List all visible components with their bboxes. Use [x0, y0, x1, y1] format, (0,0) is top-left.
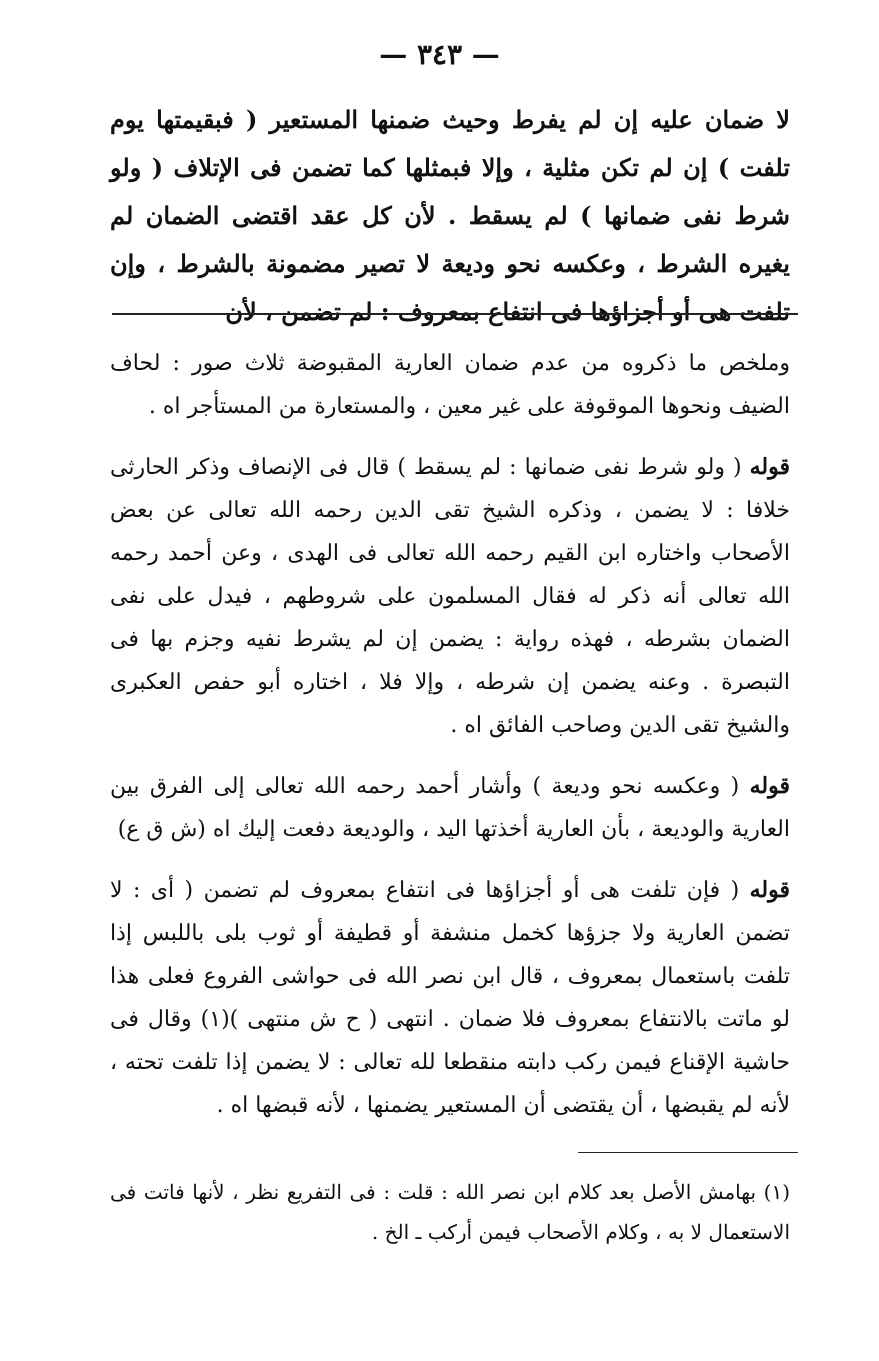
commentary-text: ( وعكسه نحو وديعة ) وأشار أحمد رحمه الله تعالى إلى الفرق بين العارية والوديعة ، بأن العارية أخذتها اليد ، والوديعة دفعت إليك اه (ش ق ع)	[110, 774, 790, 842]
section-divider	[112, 313, 798, 315]
commentary-text: ( ولو شرط نفى ضمانها : لم يسقط ) قال فى الإنصاف وذكر الحارثى خلافا : لا يضمن ، وذكره الشيخ تقى الدين رحمه الله تعالى عن بعض الأصحاب واختاره ابن القيم رحمه الله تعالى فى الهدى ، وعن أحمد رحمه الله تعالى أنه ذكر له فقال المسلمون على شروطهم ، فيدل على نفى الضمان بشرطه ، فهذه رواية : يضمن إن لم يشرط نفيه وجزم بها فى التبصرة . وعنه يضمن إن شرطه ، وإلا فلا ، اختاره أبو حفص العكبرى والشيخ تقى الدين وصاحب الفائق اه .	[110, 455, 790, 738]
commentary-paragraph	[110, 446, 790, 747]
footnote: (١) بهامش الأصل بعد كلام ابن نصر الله : قلت : فى التفريع نظر ، لأنها فاتت فى الاستعمال لا به ، وكلام الأصحاب فيمن أركب ـ الخ .	[110, 1180, 790, 1244]
commentary-paragraph	[110, 765, 790, 851]
main-text: لا ضمان عليه إن لم يفرط وحيث ضمنها المستعير ( فبقيمتها يوم تلفت ) إن لم تكن مثلية ، وإلا فبمثلها كما تضمن فى الإتلاف ( ولو شرط نفى ضمانها ) لم يسقط . لأن كل عقد اقتضى الضمان لم يغيره الشرط ، وعكسه نحو وديعة لا تصير مضمونة بالشرط ، وإن تلفت هى أو أجزاؤها فى انتفاع بمعروف : لم تضمن ، لأن	[110, 105, 790, 326]
commentary	[110, 342, 790, 1145]
commentary-lead: قوله	[749, 454, 790, 480]
commentary-paragraph	[110, 342, 790, 428]
footnote-divider	[578, 1152, 798, 1153]
commentary-lead: قوله	[749, 773, 790, 799]
commentary-text: ( فإن تلفت هى أو أجزاؤها فى انتفاع بمعروف لم تضمن ( أى : لا تضمن العارية ولا جزؤها كخمل منشفة أو قطيفة أو ثوب بلى باللبس إذا تلفت باستعمال بمعروف ، قال ابن نصر الله فى حواشى الفروع فعلى هذا لو ماتت بالانتفاع بمعروف فلا ضمان . انتهى ( ح ش منتهى )(١) وقال فى حاشية الإقناع فيمن ركب دابته منقطعا لله تعالى : لا يضمن إذا تلفت تحته ، لأنه لم يقبضها ، أن يقتضى أن المستعير يضمنها ، لأنه قبضها اه .	[110, 878, 790, 1118]
commentary-text: وملخص ما ذكروه من عدم ضمان العارية المقبوضة ثلاث صور : لحاف الضيف ونحوها الموقوفة على غير معين ، والمستعارة من المستأجر اه .	[110, 351, 790, 419]
commentary-lead: قوله	[749, 877, 790, 903]
commentary-paragraph	[110, 869, 790, 1127]
page-number: — ٣٤٣ —	[379, 38, 500, 71]
